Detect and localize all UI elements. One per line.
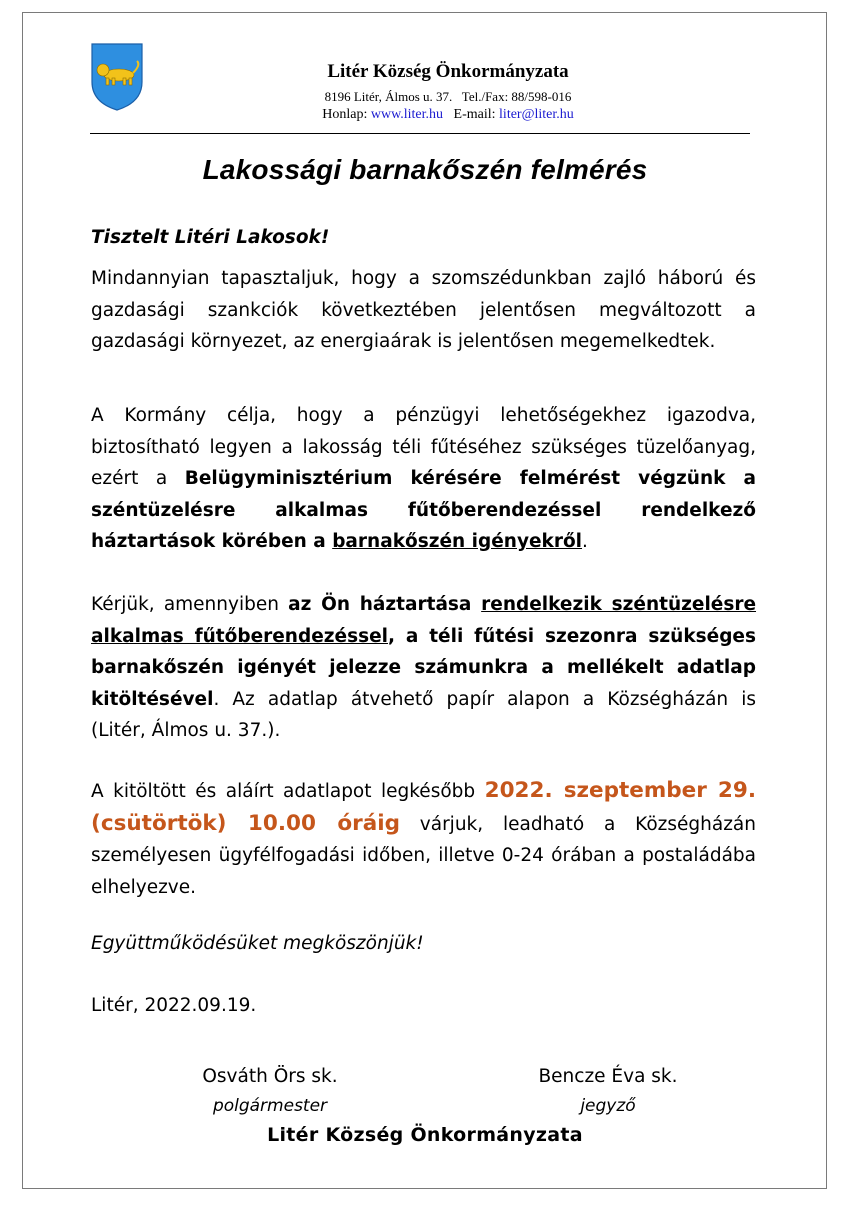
header-address: 8196 Litér, Álmos u. 37. Tel./Fax: 88/598-016 — [324, 89, 572, 104]
document-title: Lakossági barnakőszén felmérés — [202, 154, 648, 185]
email-label: E-mail: — [453, 107, 496, 122]
email-link[interactable]: liter@liter.hu — [499, 107, 574, 122]
footer-org-name: Litér Község Önkormányzata — [267, 1124, 583, 1146]
header-org-name: Litér Község Önkormányzata — [327, 61, 569, 82]
homepage-link[interactable]: www.liter.hu — [370, 107, 444, 122]
document-date: Litér, 2022.09.19. — [91, 995, 257, 1016]
deadline-highlight: 2022. szeptember 29. (csütörtök) 10.00 óráig — [91, 778, 756, 836]
paragraph-survey: A Kormány célja, hogy a pénzügyi lehetőségekhez igazodva, biztosítható legyen a lakosság téli fűtéséhez szükséges tüzelőanyag, ezért a Belügyminisztérium kérésére felmérést végzünk a széntüzelésre alkalmas fűtőberendezéssel rendelkező háztartások körében a barnakőszén igényekről. — [91, 405, 756, 552]
paragraph-intro: Mindannyian tapasztaljuk, hogy a szomszédunkban zajló háború és gazdasági szankciók következtében jelentősen megváltozott a gazdasági környezet, az energiaárak is jelentősen megemelkedtek. — [91, 268, 756, 352]
header-contact — [148, 107, 748, 123]
signature-name-mayor: Osváth Örs sk. — [202, 1066, 338, 1087]
paragraph-deadline: A kitöltött és aláírt adatlapot legkésőbb 2022. szeptember 29. (csütörtök) 10.00 óráig várjuk, leadható a Községházán személyesen ügyfélfogadási időben, illetve 0-24 órában a postaládába elhelyezve. — [91, 778, 756, 898]
homepage-label: Honlap: — [322, 107, 368, 122]
closing-line: Együttműködésüket megköszönjük! — [91, 933, 424, 954]
header-divider — [90, 133, 750, 134]
signature-name-notary: Bencze Éva sk. — [538, 1066, 678, 1087]
greeting: Tisztelt Litéri Lakosok! — [91, 227, 330, 248]
signature-role-notary: jegyző — [580, 1096, 636, 1116]
lion-coat-of-arms-icon — [90, 42, 144, 112]
paragraph-request: Kérjük, amennyiben az Ön háztartása rendelkezik széntüzelésre alkalmas fűtőberendezéssel, a téli fűtési szezonra szükséges barnakőszén igényét jelezze számunkra a mellékelt adatlap kitöltésével. Az adatlap átvehető papír alapon a Községházán is (Litér, Álmos u. 37.). — [91, 594, 757, 741]
signature-role-mayor: polgármester — [212, 1096, 328, 1116]
